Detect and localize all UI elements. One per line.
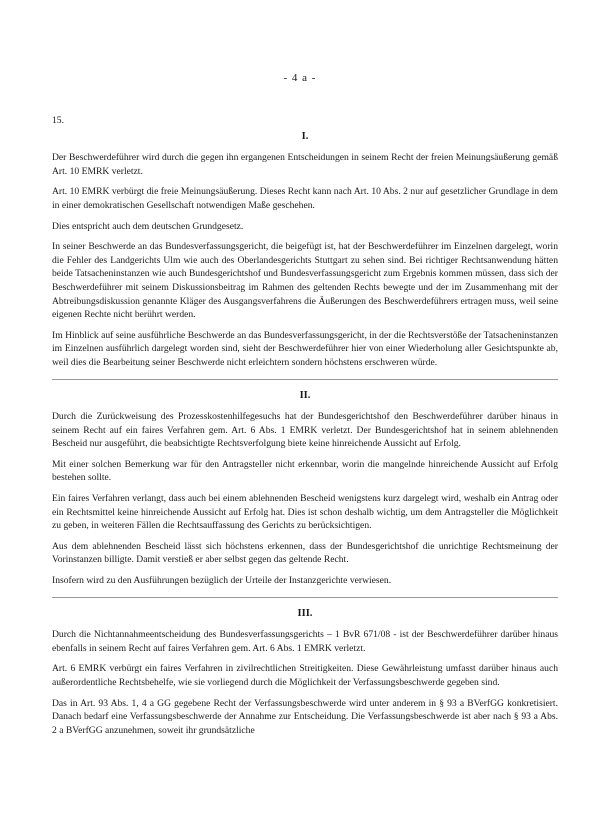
section-2	[52, 389, 558, 588]
item-number: 15.	[52, 115, 64, 126]
paragraph: Art. 10 EMRK verbürgt die freie Meinungsäußerung. Dieses Recht kann nach Art. 10 Abs. 2 nur auf gesetzlicher Grundlage in dem in einer demokratischen Gesellschaft notwendigen Maße geschehen.	[52, 186, 558, 211]
section-1	[52, 130, 558, 370]
section-heading: III.	[297, 607, 313, 619]
section-3	[52, 607, 558, 738]
paragraph: Aus dem ablehnenden Bescheid lässt sich höchstens erkennen, dass der Bundesgerichtshof die unrichtige Rechtsmeinung der Vorinstanzen billigte. Damit verstieß er aber selbst gegen das geltende Recht.	[52, 540, 558, 566]
paragraph: In seiner Beschwerde an das Bundesverfassungsgericht, die beigefügt ist, hat der Beschwerdeführer im Einzelnen dargelegt, worin die Fehler des Landgerichts Ulm wie auch des Oberlandesgerichts Stuttgart zu sehen sind. Bei richtiger Rechtsanwendung hätten beide Tatsacheninstanzen wie auch Bundesgerichtshof und Bundesverfassungsgericht zum Ergebnis kommen müssen, dass sich der Beschwerdeführer mit seinem Diskussionsbeitrag im Rahmen des geltenden Rechts bewegte und der im Zusammenhang mit der Abtreibungsdiskussion genannte Kläger des Ausgangsverfahrens die Äußerungen des Beschwerdeführers ertragen muss, weil seine eigenen Rechte nicht berührt werden.	[52, 241, 558, 321]
section-divider	[52, 379, 558, 380]
paragraph: Insofern wird zu den Ausführungen bezüglich der Urteile der Instanzgerichte verwiesen.	[52, 575, 392, 587]
section-divider	[52, 597, 558, 598]
paragraph: Ein faires Verfahren verlangt, dass auch bei einem ablehnenden Bescheid wenigstens kurz dargelegt wird, weshalb ein Antrag oder ein Rechtsmittel keine hinreichende Aussicht auf Erfolg hat. Dies ist schon deshalb wichtig, um dem Antragsteller die Möglichkeit zu geben, in weiteren Fällen die Rechtsauffassung des Gerichts zu berücksichtigen.	[52, 493, 558, 532]
paragraph: Art. 6 EMRK verbürgt ein faires Verfahren in zivilrechtlichen Streitigkeiten. Diese Gewährleistung umfasst darüber hinaus auch außerordentliche Rechtsbehelfe, wie sie vorliegend durch die Möglichkeit der Verfassungsbeschwerde gegeben sind.	[52, 663, 558, 688]
page-number: - 4 a -	[283, 72, 317, 84]
section-heading: II.	[299, 389, 311, 401]
section-heading: I.	[301, 130, 309, 142]
paragraph: Durch die Nichtannahmeentscheidung des Bundesverfassungsgerichts – 1 BvR 671/08 - ist der Beschwerdeführer darüber hinaus ebenfalls in seinem Recht auf faires Verfahren gem. Art. 6 Abs. 1 EMRK verletzt.	[52, 629, 558, 654]
document-body	[52, 114, 558, 744]
paragraph: Der Beschwerdeführer wird durch die gegen ihn ergangenen Entscheidungen in seinem Recht der freien Meinungsäußerung gemäß Art. 10 EMRK verletzt.	[52, 152, 558, 177]
paragraph: Im Hinblick auf seine ausführliche Beschwerde an das Bundesverfassungsgericht, in der die Rechtsverstöße der Tatsacheninstanzen im Einzelnen ausführlich dargelegt worden sind, sieht der Beschwerdeführer hier von einer Wiederholung aller Gesichtspunkte ab, weil dies die Bearbeitung seiner Beschwerde nicht erleichtern sondern höchstens erschweren würde.	[52, 329, 558, 368]
paragraph: Dies entspricht auch dem deutschen Grundgesetz.	[52, 220, 244, 232]
paragraph: Das in Art. 93 Abs. 1, 4 a GG gegebene Recht der Verfassungsbeschwerde wird unter anderem in § 93 a BVerfGG konkretisiert. Danach bedarf eine Verfassungsbeschwerde der Annahme zur Entscheidung. Die Verfassungsbeschwerde ist aber nach § 93 a Abs. 2 a BVerfGG anzunehmen, soweit ihr grundsätzliche	[52, 697, 558, 736]
paragraph: Mit einer solchen Bemerkung war für den Antragsteller nicht erkennbar, worin die mangelnde hinreichende Aussicht auf Erfolg bestehen sollte.	[52, 458, 558, 484]
paragraph: Durch die Zurückweisung des Prozesskostenhilfegesuchs hat der Bundesgerichtshof den Beschwerdeführer darüber hinaus in seinem Recht auf ein faires Verfahren gem. Art. 6 Abs. 1 EMRK verletzt. Der Bundesgerichtshof hat in seinem ablehnenden Bescheid nur ausgeführt, die beabsichtigte Rechtsverfolgung biete keine hinreichende Aussicht auf Erfolg.	[52, 411, 558, 450]
